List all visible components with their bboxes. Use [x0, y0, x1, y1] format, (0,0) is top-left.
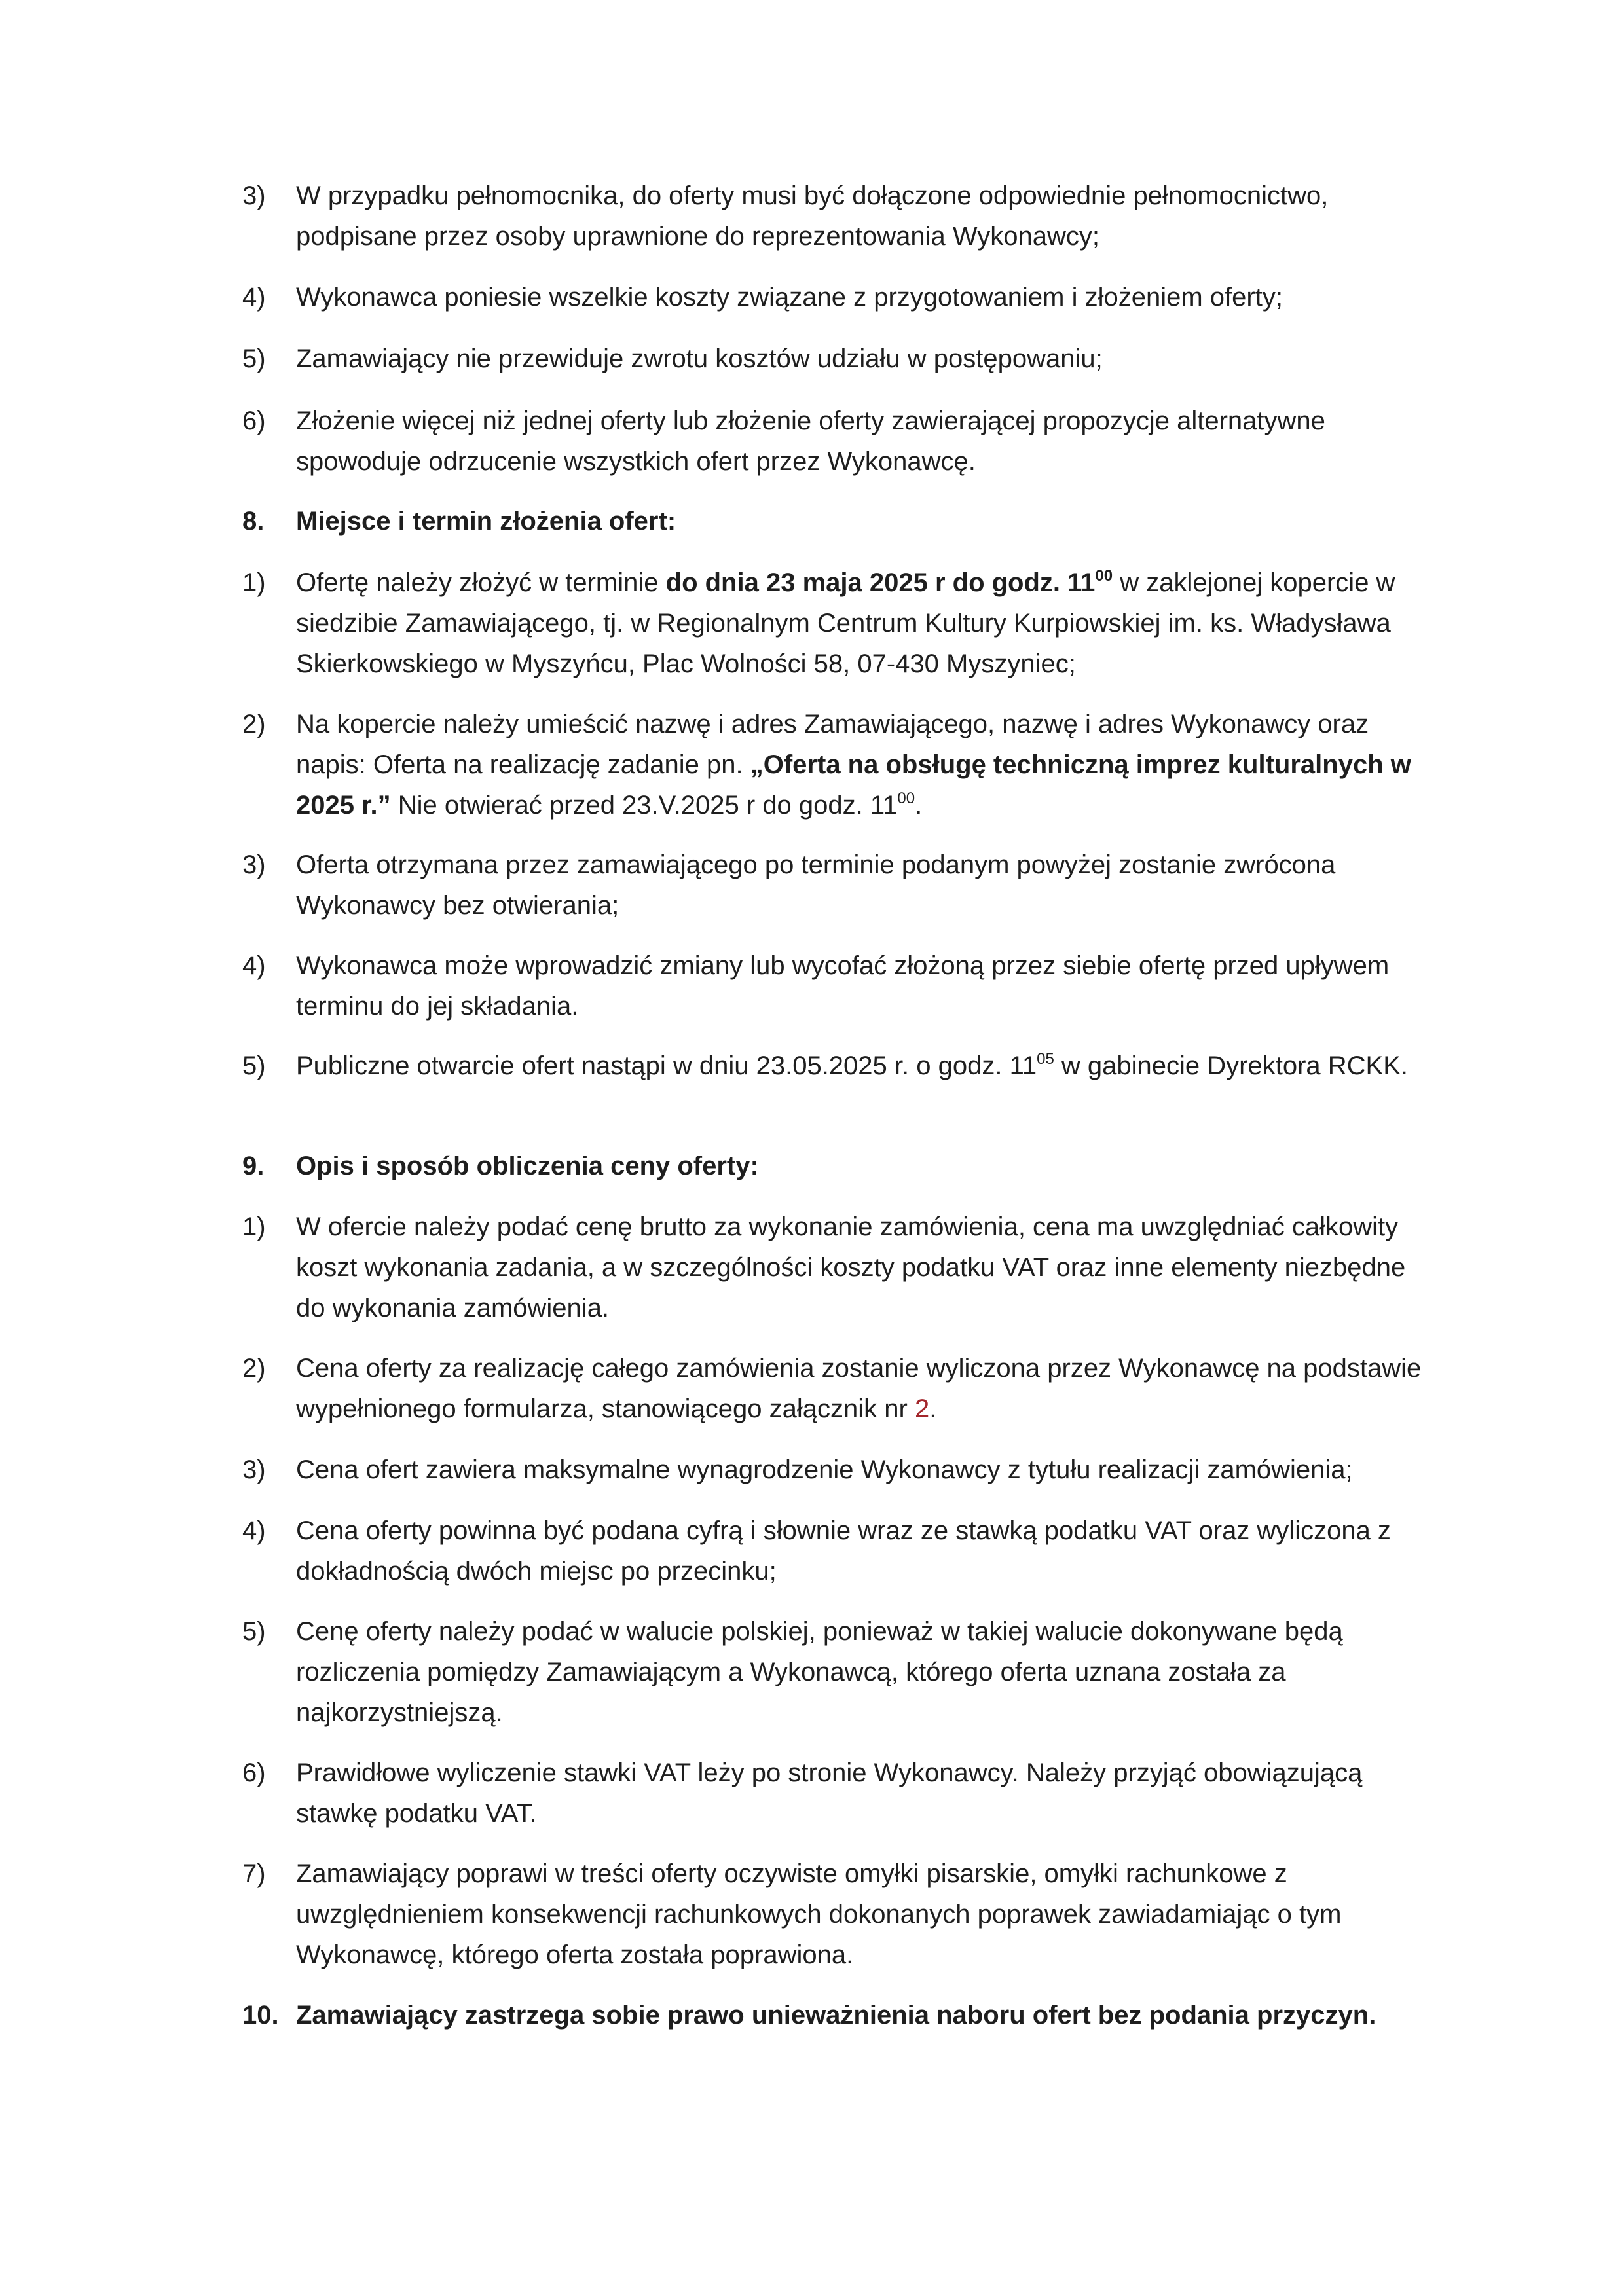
item-text	[296, 1046, 1441, 1086]
list-item	[242, 1753, 1441, 1834]
item-text	[296, 704, 1441, 826]
text-run: Cena oferty za realizację całego zamówienia zostanie wyliczona przez Wykonawcę na podstawie wypełnionego formularza, stanowiącego załącznik nr	[296, 1354, 1422, 1423]
item-text: Cenę oferty należy podać w walucie polskiej, ponieważ w takiej walucie dokonywane będą rozliczenia pomiędzy Zamawiającym a Wykonawcą, którego oferta uznana została za najkorzystniejszą.	[296, 1617, 1343, 1727]
item-number: 5)	[242, 344, 266, 373]
item-number: 3)	[242, 1455, 266, 1484]
section-heading	[242, 1146, 1441, 1186]
section-number: 10.	[242, 2001, 279, 2030]
offer-title-bold: „Oferta na obsługę techniczną imprez kulturalnych w 2025 r.”	[296, 750, 1411, 820]
section-title: Zamawiający zastrzega sobie prawo unieważnienia naboru ofert bez podania przyczyn.	[296, 2001, 1376, 2030]
list-item	[242, 1510, 1441, 1592]
item-number: 3)	[242, 850, 266, 879]
item-number: 3)	[242, 181, 266, 210]
item-number: 4)	[242, 951, 266, 980]
list-item	[242, 704, 1441, 826]
item-text: Cena oferty powinna być podana cyfrą i słownie wraz ze stawką podatku VAT oraz wyliczona z dokładnością dwóch miejsc po przecinku;	[296, 1516, 1391, 1586]
list-item	[242, 1207, 1441, 1328]
item-text: Wykonawca może wprowadzić zmiany lub wycofać złożoną przez siebie ofertę przed upływem terminu do jej składania.	[296, 951, 1390, 1021]
list-item	[242, 945, 1441, 1027]
section-heading	[242, 1995, 1441, 2035]
item-number: 4)	[242, 1516, 266, 1545]
item-number: 1)	[242, 1212, 266, 1241]
item-number: 2)	[242, 1354, 266, 1383]
section-title: Miejsce i termin złożenia ofert:	[296, 507, 676, 536]
list-item	[242, 1046, 1441, 1086]
item-text: Prawidłowe wyliczenie stawki VAT leży po stronie Wykonawcy. Należy przyjąć obowiązującą stawkę podatku VAT.	[296, 1758, 1363, 1828]
attachment-number: 2	[914, 1394, 930, 1423]
item-text: Zamawiający poprawi w treści oferty oczywiste omyłki pisarskie, omyłki rachunkowe z uwzględnieniem konsekwencji rachunkowych dokonanych poprawek zawiadamiając o tym Wykonawcę, którego oferta została poprawiona.	[296, 1859, 1342, 1969]
text-run: Publiczne otwarcie ofert nastąpi w dniu 23.05.2025 r. o godz. 11	[296, 1051, 1037, 1080]
time-superscript: 00	[1095, 566, 1113, 585]
item-text: Oferta otrzymana przez zamawiającego po terminie podanym powyżej zostanie zwrócona Wykonawcy bez otwierania;	[296, 850, 1336, 920]
list-item	[242, 401, 1441, 482]
list-item	[242, 1449, 1441, 1490]
item-number: 2)	[242, 710, 266, 738]
item-text	[296, 562, 1441, 684]
text-run: Na kopercie należy umieścić nazwę i adres Zamawiającego, nazwę i adres Wykonawcy oraz napis: Oferta na realizację zadanie pn.	[296, 710, 1369, 779]
list-item	[242, 338, 1441, 379]
text-run: Ofertę należy złożyć w terminie	[296, 568, 666, 597]
item-number: 5)	[242, 1617, 266, 1646]
item-number: 6)	[242, 1758, 266, 1787]
item-number: 5)	[242, 1051, 266, 1080]
item-text: Cena ofert zawiera maksymalne wynagrodzenie Wykonawcy z tytułu realizacji zamówienia;	[296, 1455, 1353, 1484]
list-item	[242, 1348, 1441, 1429]
list-item	[242, 845, 1441, 926]
item-text: Wykonawca poniesie wszelkie koszty związane z przygotowaniem i złożeniem oferty;	[296, 283, 1283, 312]
item-number: 1)	[242, 568, 266, 597]
item-text	[296, 1348, 1441, 1429]
item-number: 4)	[242, 283, 266, 312]
text-run: Nie otwierać przed 23.V.2025 r do godz. 11	[390, 791, 898, 820]
item-number: 7)	[242, 1859, 266, 1888]
section-heading	[242, 501, 1441, 541]
time-superscript: 00	[897, 789, 915, 807]
list-item	[242, 1853, 1441, 1975]
list-item	[242, 1611, 1441, 1733]
section-number: 9.	[242, 1152, 265, 1180]
text-run: w gabinecie Dyrektora RCKK.	[1054, 1051, 1409, 1080]
time-superscript: 05	[1037, 1049, 1054, 1068]
text-run: w zaklejonej kopercie w siedzibie Zamawiającego, tj. w Regionalnym Centrum Kultury Kurpiowskiej im. ks. Władysława Skierkowskiego w Myszyńcu, Plac Wolności 58, 07-430 Myszyniec;	[296, 568, 1395, 678]
deadline-bold: do dnia 23 maja 2025 r do godz. 11	[665, 568, 1096, 597]
text-run: .	[915, 791, 923, 820]
list-item	[242, 175, 1441, 257]
section-title: Opis i sposób obliczenia ceny oferty:	[296, 1152, 759, 1180]
item-number: 6)	[242, 407, 266, 435]
list-item	[242, 277, 1441, 318]
item-text: W przypadku pełnomocnika, do oferty musi być dołączone odpowiednie pełnomocnictwo, podpisane przez osoby uprawnione do reprezentowania Wykonawcy;	[296, 181, 1329, 251]
item-text: Złożenie więcej niż jednej oferty lub złożenie oferty zawierającej propozycje alternatywne spowoduje odrzucenie wszystkich ofert przez Wykonawcę.	[296, 407, 1325, 476]
section-number: 8.	[242, 507, 265, 536]
text-run: .	[929, 1394, 937, 1423]
item-text: W ofercie należy podać cenę brutto za wykonanie zamówienia, cena ma uwzględniać całkowity koszt wykonania zadania, a w szczególności koszty podatku VAT oraz inne elementy niezbędne do wykonania zamówienia.	[296, 1212, 1406, 1322]
item-text: Zamawiający nie przewiduje zwrotu kosztów udziału w postępowaniu;	[296, 344, 1103, 373]
list-item	[242, 562, 1441, 684]
